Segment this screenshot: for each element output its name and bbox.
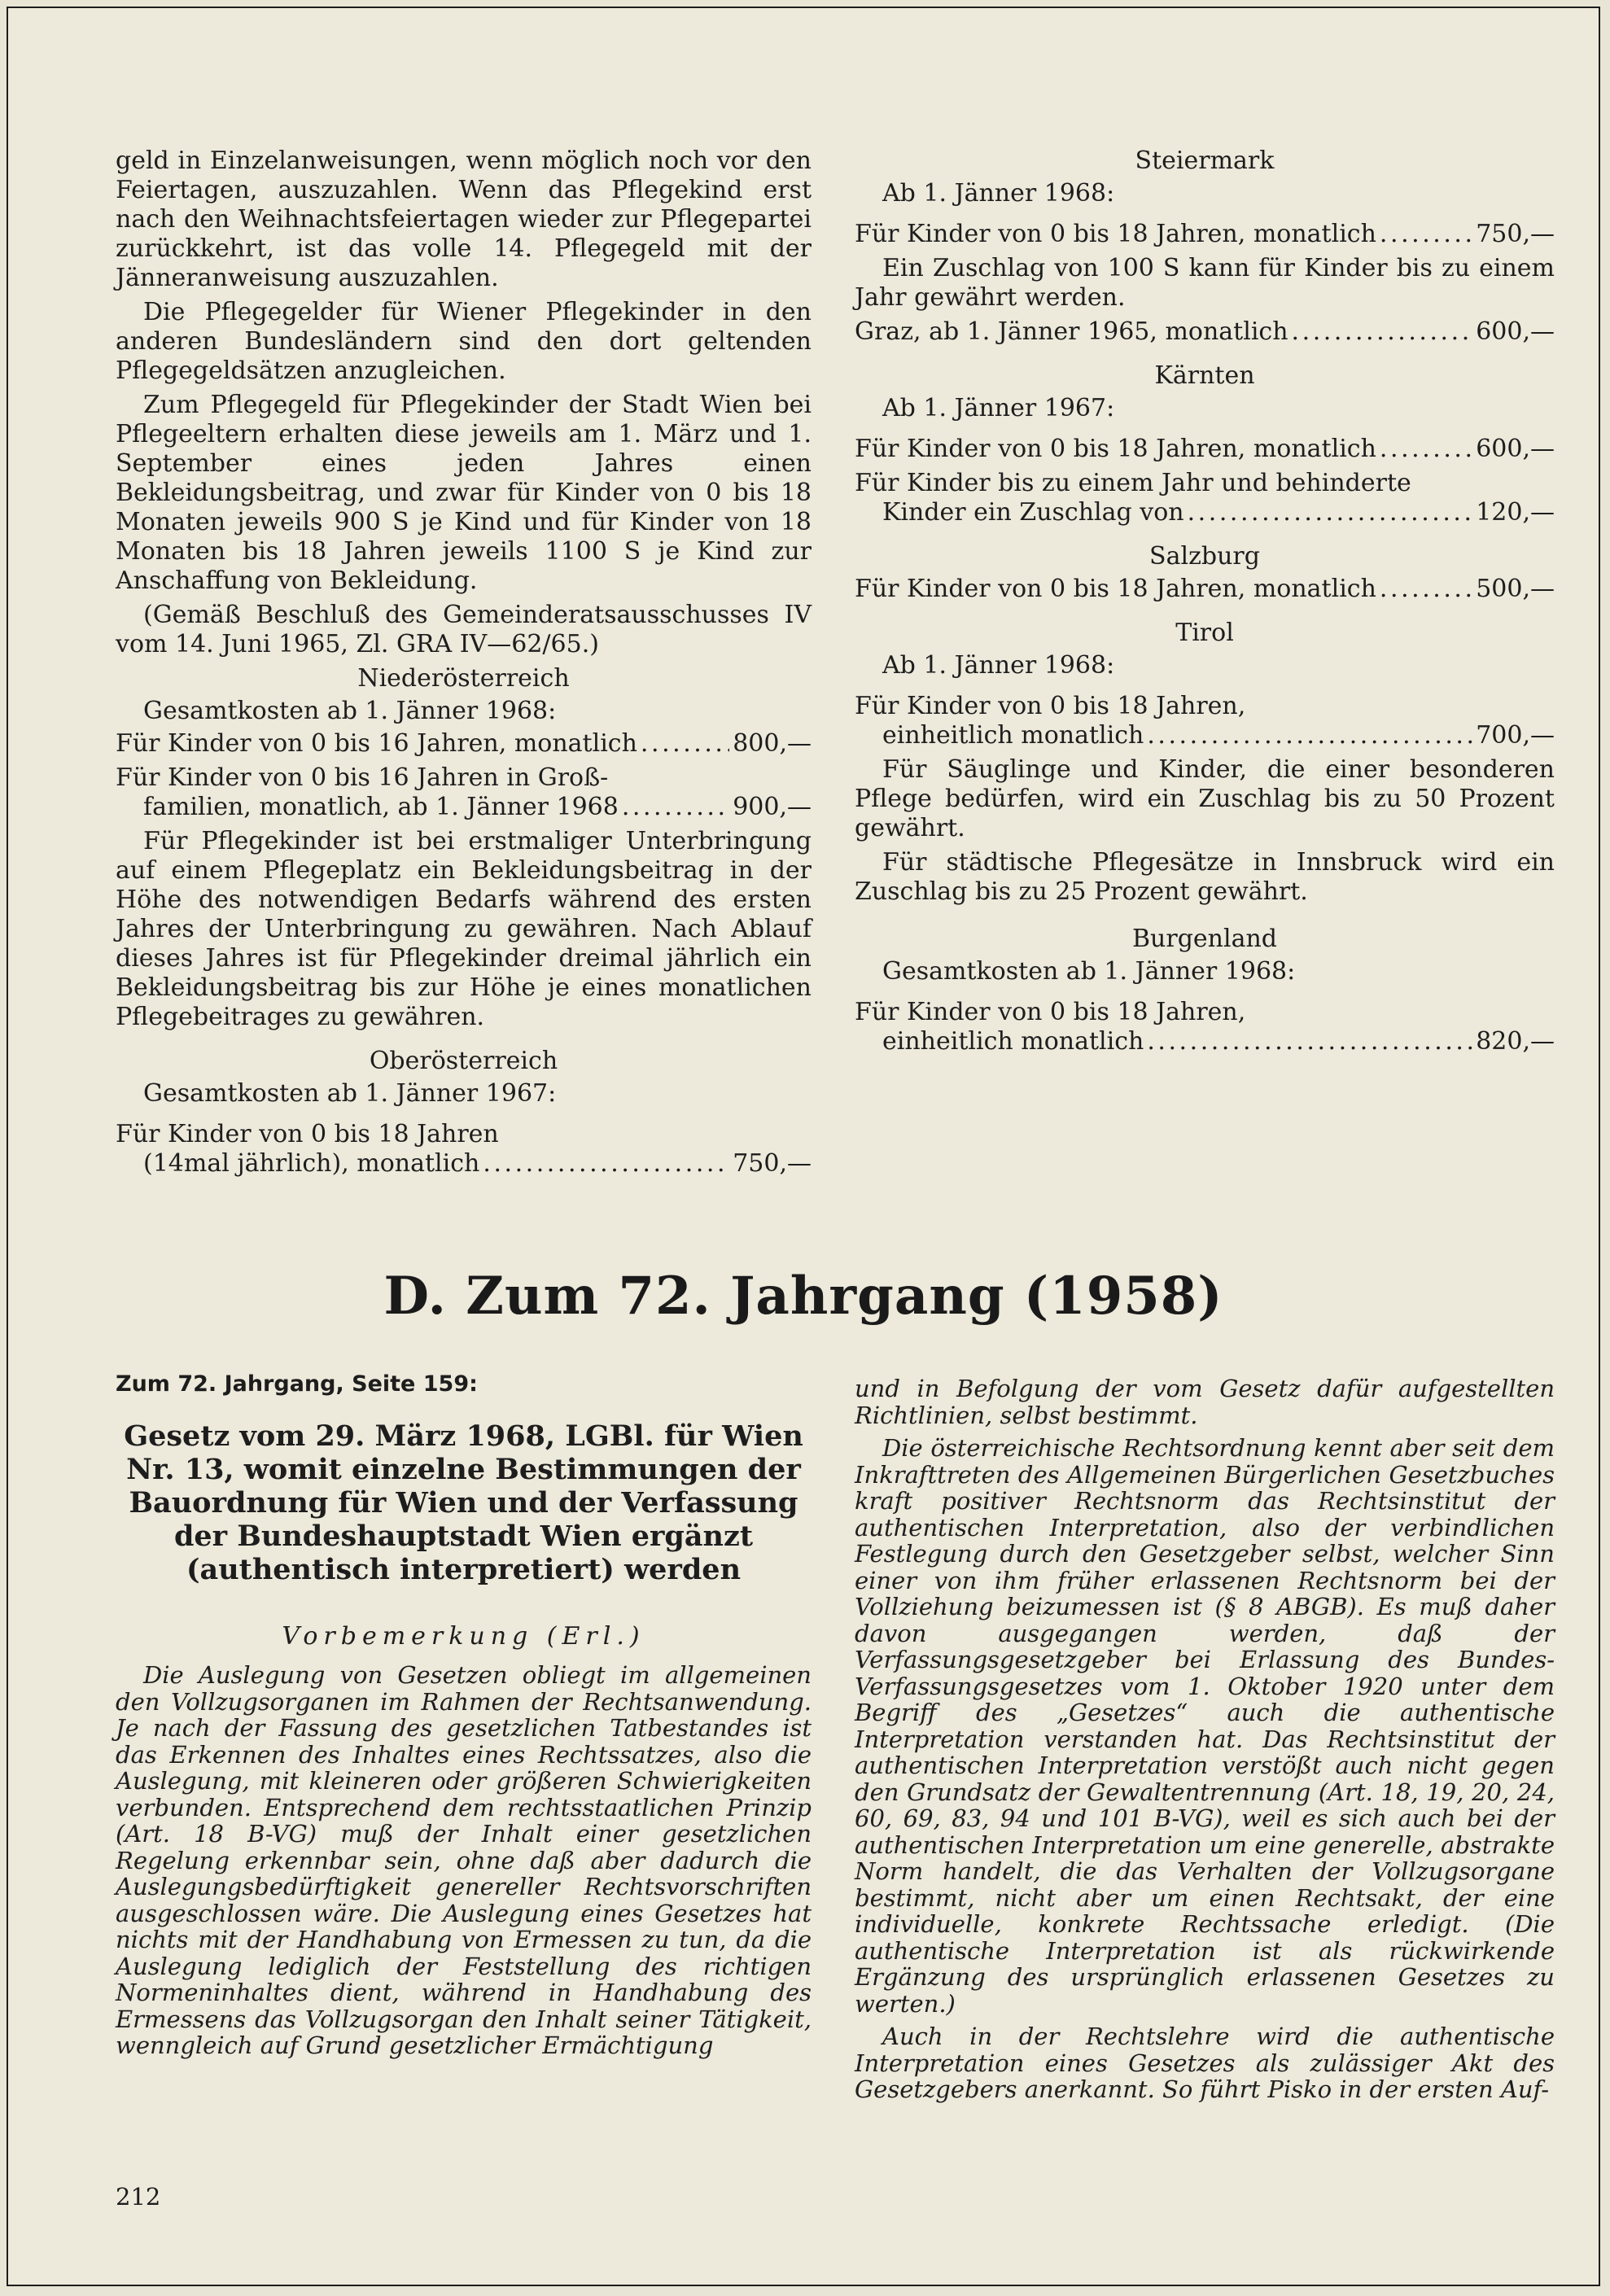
state-heading-kaernten: Kärnten (1154, 361, 1255, 390)
rate-label: Kinder ein Zuschlag von (882, 498, 1184, 527)
paragraph: Auch in der Rechtslehre wird die authentische Interpretation eines Gesetzes als zulässiger Akt des Gesetzgebers anerkannt. So führt Pisko in der ersten Auf- (855, 2023, 1555, 2103)
rate-value: 120,— (1476, 498, 1555, 527)
rate-label: Für Kinder von 0 bis 18 Jahren, monatlich (855, 220, 1376, 248)
rate-value: 900,— (733, 793, 812, 821)
subheading: Ab 1. Jänner 1968: (882, 179, 1115, 208)
paragraph: Die Auslegung von Gesetzen obliegt im allgemeinen den Vollzugsorganen im Rahmen der Rechtsanwendung. Je nach der Fassung des gesetzlichen Tatbestandes ist das Erkennen des Inhaltes eines Rechtssatzes, also die Auslegung, mit kleineren oder größeren Schwierigkeiten verbunden. Entsprechend dem rechtsstaatlichen Prinzip (Art. 18 B-VG) muß der Inhalt einer gesetzlichen Regelung erkennbar sein, ohne daß aber dadurch die Auslegungsbedürftigkeit genereller Rechtsvorschriften ausgeschlossen wäre. Die Auslegung eines Gesetzes hat nichts mit der Handhabung von Ermessen zu tun, da die Auslegung lediglich der Feststellung des richtigen Normeninhaltes dient, während in Handhabung des Ermessens das Vollzugsorgan den Inhalt seiner Tätigkeit, wenngleich auf Grund gesetzlicher Ermächtigung (116, 1661, 812, 2059)
rate-row (855, 435, 1555, 464)
state-heading-steiermark: Steiermark (1135, 147, 1275, 175)
rate-label: Für Kinder von 0 bis 16 Jahren, monatlich (116, 729, 637, 758)
paragraph: Für städtische Pflegesätze in Innsbruck wird ein Zuschlag bis zu 25 Prozent gewährt. (855, 848, 1555, 906)
rate-label: familien, monatlich, ab 1. Jänner 1968 (143, 793, 619, 821)
rate-value: 700,— (1476, 721, 1555, 750)
state-heading-oberoesterreich: Oberösterreich (369, 1047, 558, 1075)
rate-row (855, 498, 1555, 527)
paragraph: (Gemäß Beschluß des Gemeinderatsausschusses IV vom 14. Juni 1965, Zl. GRA IV—62/65.) (116, 601, 812, 658)
rate-value: 500,— (1476, 575, 1555, 603)
state-heading-burgenland: Burgenland (1132, 925, 1277, 953)
right-column-bottom (855, 1375, 1555, 2110)
rate-label: Für Kinder von 0 bis 18 Jahren, monatlich (855, 435, 1376, 463)
rate-label: einheitlich monatlich (882, 721, 1144, 750)
left-column-bottom (116, 1371, 812, 2066)
rate-label: (14mal jährlich), monatlich (143, 1149, 480, 1178)
rate-entry (855, 692, 1555, 750)
subheading: Gesamtkosten ab 1. Jänner 1968: (882, 957, 1296, 986)
paragraph: Zum Pflegegeld für Pflegekinder der Stadt Wien bei Pflegeeltern erhalten diese jeweils am 1. März und 1. September eines jeden Jahres einen Bekleidungsbeitrag, und zwar für Kinder von 0 bis 18 Monaten jeweils 900 S je Kind und für Kinder von 18 Monaten bis 18 Jahren jeweils 1100 S je Kind zur Anschaffung von Bekleidung. (116, 391, 812, 595)
state-heading-tirol: Tirol (1175, 619, 1234, 647)
state-heading-niederoesterreich: Niederösterreich (357, 664, 570, 693)
rate-value: 750,— (1476, 220, 1555, 248)
reference-heading: Zum 72. Jahrgang, Seite 159: (116, 1371, 478, 1397)
rate-value: 800,— (733, 729, 812, 758)
dot-leader (1292, 317, 1473, 347)
section-title: D. Zum 72. Jahrgang (1958) (383, 1266, 1223, 1327)
dot-leader (1380, 220, 1472, 249)
paragraph: Ein Zuschlag von 100 S kann für Kinder bis zu einem Jahr gewährt werden. (855, 254, 1555, 312)
rate-value: 600,— (1476, 317, 1555, 346)
subheading: Gesamtkosten ab 1. Jänner 1968: (143, 697, 557, 725)
subheading: Ab 1. Jänner 1967: (882, 394, 1115, 422)
paragraph: Für Pflegekinder ist bei erstmaliger Unterbringung auf einem Pflegeplatz ein Bekleidungsbeitrag in der Höhe des notwendigen Bedarfs während des ersten Jahres der Unterbringung zu gewähren. Nach Ablauf dieses Jahres ist für Pflegekinder dreimal jährlich ein Bekleidungsbeitrag bis zur Höhe je eines monatlichen Pflegebeitrages zu gewähren. (116, 827, 812, 1031)
rate-row (116, 1149, 812, 1179)
paragraph: Die österreichische Rechtsordnung kennt aber seit dem Inkrafttreten des Allgemeinen Bürgerlichen Gesetzbuches kraft positiver Rechtsnorm das Rechtsinstitut der authentischen Interpretation, also der verbindlichen Festlegung durch den Gesetzgeber selbst, welcher Sinn einer von ihm früher erlassenen Rechtsnorm bei der Vollziehung beizumessen ist (§ 8 ABGB). Es muß daher davon ausgegangen werden, daß der Verfassungsgesetzgeber bei Erlassung des Bundes-Verfassungsgesetzes vom 1. Oktober 1920 unter dem Begriff des „Gesetzes“ auch die authentische Interpretation verstanden hat. Das Rechtsinstitut der authentischen Interpretation verstößt auch nicht gegen den Grundsatz der Gewaltentrennung (Art. 18, 19, 20, 24, 60, 69, 83, 94 und 101 B-VG), weil es sich auch bei der authentischen Interpretation um eine generelle, abstrakte Norm handelt, die das Verhalten der Vollzugsorgane bestimmt, nicht aber um einen Rechtsakt, der eine individuelle, konkrete Rechtssache erledigt. (Die authentische Interpretation ist als rückwirkende Ergänzung des ursprünglich erlassenen Gesetzes zu werten.) (855, 1434, 1555, 2018)
right-column-top (855, 147, 1555, 1061)
document-page (7, 7, 1600, 2286)
dot-leader (622, 793, 729, 822)
paragraph: Die Pflegegelder für Wiener Pflegekinder in den anderen Bundesländern sind den dort geltenden Pflegegeldsätzen anzugleichen. (116, 298, 812, 385)
preliminary-remark-heading: Vorbemerkung (Erl.) (282, 1622, 645, 1651)
dot-leader (1188, 498, 1473, 527)
page-number: 212 (116, 2183, 161, 2211)
dot-leader (1380, 575, 1472, 604)
rate-value: 600,— (1476, 435, 1555, 463)
paragraph: geld in Einzelanweisungen, wenn möglich noch vor den Feiertagen, auszuzahlen. Wenn das Pflegekind erst nach den Weihnachtsfeiertagen wieder zur Pflegepartei zurückkehrt, ist das volle 14. Pflegegeld mit der Jänneranweisung auszuzahlen. (116, 147, 812, 292)
rate-label: Für Kinder von 0 bis 18 Jahren, monatlich (855, 575, 1376, 603)
rate-entry (116, 1120, 812, 1179)
rate-label: einheitlich monatlich (882, 1027, 1144, 1056)
dot-leader (641, 729, 729, 759)
paragraph: und in Befolgung der vom Gesetz dafür aufgestellten Richtlinien, selbst bestimmt. (855, 1375, 1555, 1429)
left-column-top (116, 147, 812, 1183)
dot-leader (1147, 1027, 1472, 1056)
rate-label-line: Für Kinder von 0 bis 16 Jahren in Groß- (116, 763, 609, 792)
rate-entry (855, 998, 1555, 1056)
rate-row (116, 793, 812, 822)
rate-label: Graz, ab 1. Jänner 1965, monatlich (855, 317, 1288, 346)
rate-value: 820,— (1476, 1027, 1555, 1056)
state-heading-salzburg: Salzburg (1149, 542, 1260, 571)
rate-row (855, 1027, 1555, 1056)
rate-row (855, 575, 1555, 604)
law-title: Gesetz vom 29. März 1968, LGBl. für Wien Nr. 13, womit einzelne Bestimmungen der Bauordnung für Wien und der Verfassung der Bundeshauptstadt Wien ergänzt (authentisch interpretiert) werden (124, 1419, 803, 1586)
rate-label-line: Für Kinder von 0 bis 18 Jahren (116, 1120, 499, 1148)
rate-row (855, 317, 1555, 347)
rate-row (855, 721, 1555, 750)
paragraph: Für Säuglinge und Kinder, die einer besonderen Pflege bedürfen, wird ein Zuschlag bis zu 50 Prozent gewährt. (855, 755, 1555, 842)
rate-label-line: Für Kinder von 0 bis 18 Jahren, (855, 692, 1246, 720)
dot-leader (1147, 721, 1472, 750)
dot-leader (1380, 435, 1472, 464)
rate-row (855, 220, 1555, 249)
subheading: Ab 1. Jänner 1968: (882, 651, 1115, 680)
dot-leader (483, 1149, 729, 1179)
rate-label-line: Für Kinder von 0 bis 18 Jahren, (855, 998, 1246, 1026)
rate-entry (855, 469, 1555, 527)
rate-value: 750,— (733, 1149, 812, 1178)
rate-label-line: Für Kinder bis zu einem Jahr und behinderte (855, 469, 1411, 497)
subheading: Gesamtkosten ab 1. Jänner 1967: (143, 1079, 557, 1108)
rate-entry (116, 763, 812, 822)
rate-row (116, 729, 812, 759)
